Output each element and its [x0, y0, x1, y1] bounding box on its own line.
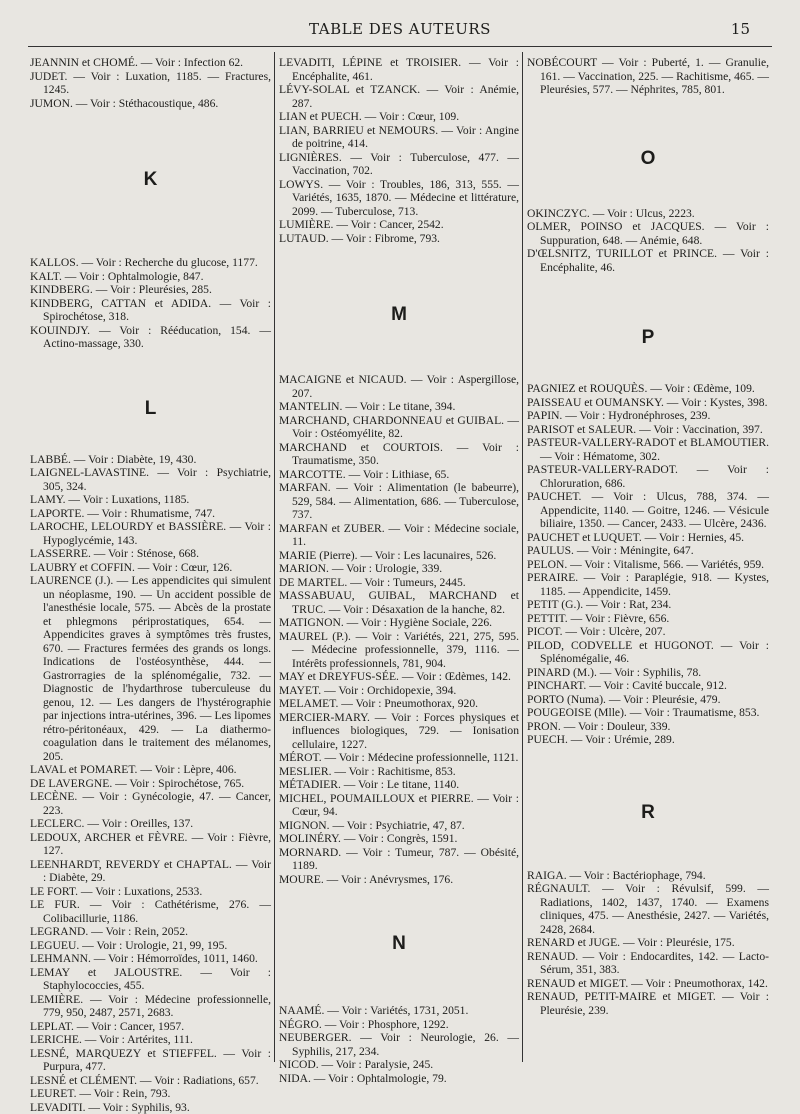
- author-entry: RÉGNAULT. — Voir : Révulsif, 599. — Radiations, 1402, 1437, 1740. — Examens cliniques, 475. — Anesthésie, 2427. — Variétés, 2428, 2684.: [527, 882, 769, 936]
- author-entry: MAYET. — Voir : Orchidopexie, 394.: [279, 684, 519, 698]
- author-entry: KOUINDJY. — Voir : Rééducation, 154. — Actino-massage, 330.: [30, 324, 271, 351]
- page-number: 15: [731, 20, 750, 38]
- author-entry: MASSABUAU, GUIBAL, MARCHAND et TRUC. — Voir : Désaxation de la hanche, 82.: [279, 589, 519, 616]
- author-entry: PRON. — Voir : Douleur, 339.: [527, 720, 769, 734]
- spacer: [527, 747, 769, 801]
- author-entry: MAUREL (P.). — Voir : Variétés, 221, 275, 595. — Médecine professionnelle, 379, 1116. — Intérêts professionnels, 781, 904.: [279, 630, 519, 671]
- author-entry: LIAN, BARRIEU et NEMOURS. — Voir : Angine de poitrine, 414.: [279, 124, 519, 151]
- section-letter-heading: P: [527, 326, 769, 350]
- author-entry: PAULUS. — Voir : Méningite, 647.: [527, 544, 769, 558]
- author-entry: RENARD et JUGE. — Voir : Pleurésie, 175.: [527, 936, 769, 950]
- column-divider-1: [274, 52, 275, 1062]
- author-entry: PORTO (Numa). — Voir : Pleurésie, 479.: [527, 693, 769, 707]
- spacer: [527, 350, 769, 382]
- author-entry: LAMY. — Voir : Luxations, 1185.: [30, 493, 271, 507]
- author-entry: LABBÉ. — Voir : Diabète, 19, 430.: [30, 453, 271, 467]
- spacer: [527, 274, 769, 326]
- spacer: [279, 886, 519, 932]
- spacer: [279, 956, 519, 1004]
- spacer: [279, 327, 519, 373]
- author-entry: RENAUD et MIGET. — Voir : Pneumothorax, 142.: [527, 977, 769, 991]
- author-entry: LEMIÈRE. — Voir : Médecine professionnelle, 779, 950, 2487, 2571, 2683.: [30, 993, 271, 1020]
- author-entry: LE FORT. — Voir : Luxations, 2533.: [30, 885, 271, 899]
- author-entry: MERCIER-MARY. — Voir : Forces physiques et influences biologiques, 729. — Ionisation cellulaire, 1227.: [279, 711, 519, 752]
- author-entry: PINCHART. — Voir : Cavité buccale, 912.: [527, 679, 769, 693]
- author-entry: POUGEOISE (Mlle). — Voir : Traumatisme, 853.: [527, 706, 769, 720]
- spacer: [30, 110, 271, 168]
- header-rule: [28, 46, 772, 47]
- author-entry: PELON. — Voir : Vitalisme, 566. — Variétés, 959.: [527, 558, 769, 572]
- author-entry: LEGUEU. — Voir : Urologie, 21, 99, 195.: [30, 939, 271, 953]
- author-entry: LÉVY-SOLAL et TZANCK. — Voir : Anémie, 287.: [279, 83, 519, 110]
- author-entry: LEGRAND. — Voir : Rein, 2052.: [30, 925, 271, 939]
- author-entry: MARFAN et ZUBER. — Voir : Médecine sociale, 11.: [279, 522, 519, 549]
- author-entry: JUDET. — Voir : Luxation, 1185. — Fractures, 1245.: [30, 70, 271, 97]
- author-entry: PILOD, CODVELLE et HUGONOT. — Voir : Splénomégalie, 46.: [527, 639, 769, 666]
- author-entry: LAVAL et POMARET. — Voir : Lèpre, 406.: [30, 763, 271, 777]
- author-entry: NAAMÉ. — Voir : Variétés, 1731, 2051.: [279, 1004, 519, 1018]
- author-entry: NICOD. — Voir : Paralysie, 245.: [279, 1058, 519, 1072]
- author-entry: LECLERC. — Voir : Oreilles, 137.: [30, 817, 271, 831]
- index-column-1: [30, 56, 271, 1056]
- author-entry: MICHEL, POUMAILLOUX et PIERRE. — Voir : Cœur, 94.: [279, 792, 519, 819]
- spacer: [527, 825, 769, 869]
- author-entry: LAUBRY et COFFIN. — Voir : Cœur, 126.: [30, 561, 271, 575]
- author-entry: MIGNON. — Voir : Psychiatrie, 47, 87.: [279, 819, 519, 833]
- author-entry: MARFAN. — Voir : Alimentation (le babeurre), 529, 584. — Alimentation, 686. — Tuberculose, 737.: [279, 481, 519, 522]
- author-entry: MOLINÉRY. — Voir : Congrès, 1591.: [279, 832, 519, 846]
- author-entry: MORNARD. — Voir : Tumeur, 787. — Obésité, 1189.: [279, 846, 519, 873]
- author-entry: PETIT (G.). — Voir : Rat, 234.: [527, 598, 769, 612]
- author-entry: KINDBERG. — Voir : Pleurésies, 285.: [30, 283, 271, 297]
- author-entry: LEVADITI, LÉPINE et TROISIER. — Voir : Encéphalite, 461.: [279, 56, 519, 83]
- author-entry: LESNÉ et CLÉMENT. — Voir : Radiations, 657.: [30, 1074, 271, 1088]
- spacer: [30, 192, 271, 256]
- author-entry: LEENHARDT, REVERDY et CHAPTAL. — Voir : Diabète, 29.: [30, 858, 271, 885]
- spacer: [279, 245, 519, 303]
- section-letter-heading: M: [279, 303, 519, 327]
- author-entry: LAPORTE. — Voir : Rhumatisme, 747.: [30, 507, 271, 521]
- author-entry: PETTIT. — Voir : Fièvre, 656.: [527, 612, 769, 626]
- author-entry: RENAUD, PETIT-MAIRE et MIGET. — Voir : Pleurésie, 239.: [527, 990, 769, 1017]
- author-entry: LAIGNEL-LAVASTINE. — Voir : Psychiatrie, 305, 324.: [30, 466, 271, 493]
- author-entry: LERICHE. — Voir : Artérites, 111.: [30, 1033, 271, 1047]
- running-header-title: TABLE DES AUTEURS: [0, 20, 800, 38]
- author-entry: KALLOS. — Voir : Recherche du glucose, 1177.: [30, 256, 271, 270]
- author-entry: LEDOUX, ARCHER et FÈVRE. — Voir : Fièvre, 127.: [30, 831, 271, 858]
- spacer: [527, 97, 769, 147]
- author-entry: PAPIN. — Voir : Hydronéphroses, 239.: [527, 409, 769, 423]
- author-entry: PAGNIEZ et ROUQUÈS. — Voir : Œdème, 109.: [527, 382, 769, 396]
- author-entry: PUECH. — Voir : Urémie, 289.: [527, 733, 769, 747]
- author-entry: LEPLAT. — Voir : Cancer, 1957.: [30, 1020, 271, 1034]
- author-entry: NÉGRO. — Voir : Phosphore, 1292.: [279, 1018, 519, 1032]
- author-entry: MÉTADIER. — Voir : Le titane, 1140.: [279, 778, 519, 792]
- author-entry: MAY et DREYFUS-SÉE. — Voir : Œdèmes, 142.: [279, 670, 519, 684]
- author-entry: RENAUD. — Voir : Endocardites, 142. — Lacto-Sérum, 351, 383.: [527, 950, 769, 977]
- author-entry: NEUBERGER. — Voir : Neurologie, 26. — Syphilis, 217, 234.: [279, 1031, 519, 1058]
- author-entry: MATIGNON. — Voir : Hygiène Sociale, 226.: [279, 616, 519, 630]
- author-entry: DE MARTEL. — Voir : Tumeurs, 2445.: [279, 576, 519, 590]
- author-entry: MÉROT. — Voir : Médecine professionnelle, 1121.: [279, 751, 519, 765]
- author-entry: LOWYS. — Voir : Troubles, 186, 313, 555. — Variétés, 1635, 1870. — Médecine et littérature, 2099. — Tuberculose, 713.: [279, 178, 519, 219]
- author-entry: LEVADITI. — Voir : Syphilis, 93.: [30, 1101, 271, 1114]
- author-entry: D'ŒLSNITZ, TURILLOT et PRINCE. — Voir : Encéphalite, 46.: [527, 247, 769, 274]
- author-entry: LESNÉ, MARQUEZY et STIEFFEL. — Voir : Purpura, 477.: [30, 1047, 271, 1074]
- author-entry: KALT. — Voir : Ophtalmologie, 847.: [30, 270, 271, 284]
- author-entry: NOBÉCOURT — Voir : Puberté, 1. — Granulie, 161. — Vaccination, 225. — Rachitisme, 465. — Pleurésies, 577. — Néphrites, 785, 801.: [527, 56, 769, 97]
- section-letter-heading: K: [30, 168, 271, 192]
- author-entry: LEURET. — Voir : Rein, 793.: [30, 1087, 271, 1101]
- section-letter-heading: N: [279, 932, 519, 956]
- author-entry: MACAIGNE et NICAUD. — Voir : Aspergillose, 207.: [279, 373, 519, 400]
- author-entry: NIDA. — Voir : Ophtalmologie, 79.: [279, 1072, 519, 1086]
- section-letter-heading: L: [30, 397, 271, 421]
- section-letter-heading: O: [527, 147, 769, 171]
- section-letter-heading: R: [527, 801, 769, 825]
- author-entry: MARION. — Voir : Urologie, 339.: [279, 562, 519, 576]
- author-entry: PARISOT et SALEUR. — Voir : Vaccination, 397.: [527, 423, 769, 437]
- author-entry: LECÈNE. — Voir : Gynécologie, 47. — Cancer, 223.: [30, 790, 271, 817]
- author-entry: RAIGA. — Voir : Bactériophage, 794.: [527, 869, 769, 883]
- index-column-3: [527, 56, 769, 1056]
- author-entry: MANTELIN. — Voir : Le titane, 394.: [279, 400, 519, 414]
- index-column-2: [279, 56, 519, 1056]
- column-divider-2: [522, 52, 523, 1062]
- author-entry: LUTAUD. — Voir : Fibrome, 793.: [279, 232, 519, 246]
- author-entry: MARCHAND, CHARDONNEAU et GUIBAL. — Voir : Ostéomyélite, 82.: [279, 414, 519, 441]
- author-entry: LE FUR. — Voir : Cathétérisme, 276. — Colibacillurie, 1186.: [30, 898, 271, 925]
- spacer: [30, 351, 271, 397]
- author-entry: LAROCHE, LELOURDY et BASSIÈRE. — Voir : Hypoglycémie, 143.: [30, 520, 271, 547]
- author-entry: MARCHAND et COURTOIS. — Voir : Traumatisme, 350.: [279, 441, 519, 468]
- author-entry: PICOT. — Voir : Ulcère, 207.: [527, 625, 769, 639]
- author-entry: PAUCHET et LUQUET. — Voir : Hernies, 45.: [527, 531, 769, 545]
- author-entry: PINARD (M.). — Voir : Syphilis, 78.: [527, 666, 769, 680]
- author-entry: MARIE (Pierre). — Voir : Les lacunaires, 526.: [279, 549, 519, 563]
- author-entry: LEHMANN. — Voir : Hémorroïdes, 1011, 1460.: [30, 952, 271, 966]
- author-entry: MARCOTTE. — Voir : Lithiase, 65.: [279, 468, 519, 482]
- author-entry: LIGNIÈRES. — Voir : Tuberculose, 477. — Vaccination, 702.: [279, 151, 519, 178]
- author-entry: LASSERRE. — Voir : Sténose, 668.: [30, 547, 271, 561]
- author-entry: JUMON. — Voir : Stéthacoustique, 486.: [30, 97, 271, 111]
- spacer: [527, 171, 769, 207]
- author-entry: MELAMET. — Voir : Pneumothorax, 920.: [279, 697, 519, 711]
- spacer: [30, 421, 271, 453]
- author-entry: LIAN et PUECH. — Voir : Cœur, 109.: [279, 110, 519, 124]
- author-entry: DE LAVERGNE. — Voir : Spirochétose, 765.: [30, 777, 271, 791]
- author-entry: PAISSEAU et OUMANSKY. — Voir : Kystes, 398.: [527, 396, 769, 410]
- author-entry: PASTEUR-VALLERY-RADOT et BLAMOUTIER. — Voir : Hématome, 302.: [527, 436, 769, 463]
- author-entry: LAURENCE (J.). — Les appendicites qui simulent un néoplasme, 190. — Un accident possible de l'anesthésie locale, 575. — Abcès de la prostate et phlegmons périprostatiques, 654. — Appendicites graves à symptômes très frustes, 670. — Fractures fermées des grands os longs. Indications de l'ostéosynthèse, 444. — Gastrorragies de la splénomégalie, 732. — Diagnostic de l'hydarthrose tuberculeuse du genou, 12. — Les dangers de l'hystérographie par injections intra-utérines, 396. — Les lipomes rétro-péritonéaux, 429. — La diathermo-coagulation dans le traitement des mélanomes, 205.: [30, 574, 271, 763]
- author-entry: MOURE. — Voir : Anévrysmes, 176.: [279, 873, 519, 887]
- author-entry: LUMIÈRE. — Voir : Cancer, 2542.: [279, 218, 519, 232]
- author-entry: PASTEUR-VALLERY-RADOT. — Voir : Chloruration, 686.: [527, 463, 769, 490]
- author-entry: JEANNIN et CHOMÉ. — Voir : Infection 62.: [30, 56, 271, 70]
- author-entry: OLMER, POINSO et JACQUES. — Voir : Suppuration, 648. — Anémie, 648.: [527, 220, 769, 247]
- author-entry: PAUCHET. — Voir : Ulcus, 788, 374. — Appendicite, 1140. — Goitre, 1246. — Vésicule biliaire, 1350. — Cancer, 2433. — Ulcère, 2436.: [527, 490, 769, 531]
- author-entry: OKINCZYC. — Voir : Ulcus, 2223.: [527, 207, 769, 221]
- author-entry: MESLIER. — Voir : Rachitisme, 853.: [279, 765, 519, 779]
- author-entry: PERAIRE. — Voir : Paraplégie, 918. — Kystes, 1185. — Appendicite, 1459.: [527, 571, 769, 598]
- author-entry: LEMAY et JALOUSTRE. — Voir : Staphylococcies, 455.: [30, 966, 271, 993]
- author-entry: KINDBERG, CATTAN et ADIDA. — Voir : Spirochétose, 318.: [30, 297, 271, 324]
